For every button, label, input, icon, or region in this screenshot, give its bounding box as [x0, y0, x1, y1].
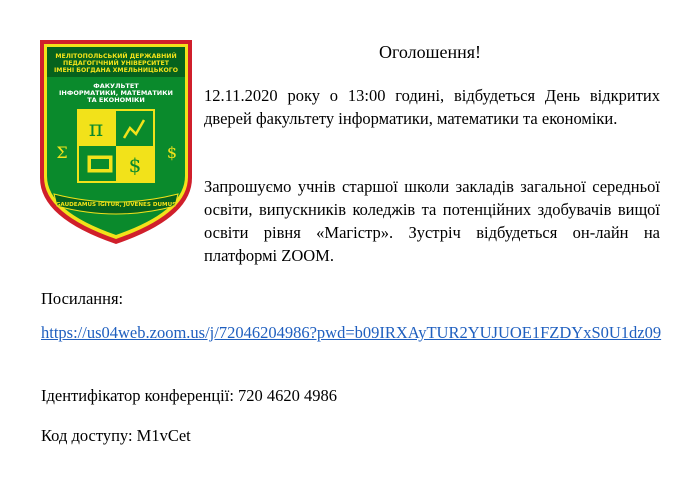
link-label: Посилання:	[41, 289, 124, 308]
svg-text:$: $	[166, 143, 178, 162]
svg-text:$: $	[128, 153, 142, 177]
access-code-text: Код доступу: M1vCet	[41, 426, 191, 445]
svg-text:GAUDEAMUS IGITUR, JUVENES DUMU: GAUDEAMUS IGITUR, JUVENES DUMUS	[55, 202, 177, 208]
svg-text:Σ: Σ	[56, 143, 68, 162]
svg-text:МЕЛІТОПОЛЬСЬКИЙ ДЕРЖАВНИЙ: МЕЛІТОПОЛЬСЬКИЙ ДЕРЖАВНИЙ	[55, 53, 177, 60]
svg-text:ПЕДАГОГІЧНИЙ УНІВЕРСИТЕТ: ПЕДАГОГІЧНИЙ УНІВЕРСИТЕТ	[63, 60, 169, 67]
svg-text:ФАКУЛЬТЕТ: ФАКУЛЬТЕТ	[93, 82, 139, 90]
svg-text:ІМЕНІ БОГДАНА ХМЕЛЬНИЦЬКОГО: ІМЕНІ БОГДАНА ХМЕЛЬНИЦЬКОГО	[53, 67, 179, 74]
zoom-meeting-link[interactable]: https://us04web.zoom.us/j/72046204986?pwd=b09IRXAyTUR2YUJUOE1FZDYxS0U1dz09	[41, 323, 662, 342]
svg-text:π: π	[88, 117, 104, 142]
announcement-title: Оголошення!	[378, 42, 482, 62]
svg-text:ІНФОРМАТИКИ, МАТЕМАТИКИ: ІНФОРМАТИКИ, МАТЕМАТИКИ	[59, 89, 173, 97]
conference-id-text: Ідентифікатор конференції: 720 4620 4986	[41, 386, 338, 405]
svg-text:ТА ЕКОНОМІКИ: ТА ЕКОНОМІКИ	[87, 96, 145, 104]
announcement-invitation-paragraph: Запрошуємо учнів старшої школи закладів загальної середньої освіти, випускників коледжів та потенційних здобувачів вищої освіти рівня «Магістр». Зустріч відбудеться он-лайн на платформі ZOOM.	[204, 177, 660, 265]
announcement-date-paragraph: 12.11.2020 року о 13:00 годині, відбудеться День відкритих дверей факультету інформатики, математики та економіки.	[204, 86, 660, 128]
faculty-crest-logo	[38, 38, 194, 246]
